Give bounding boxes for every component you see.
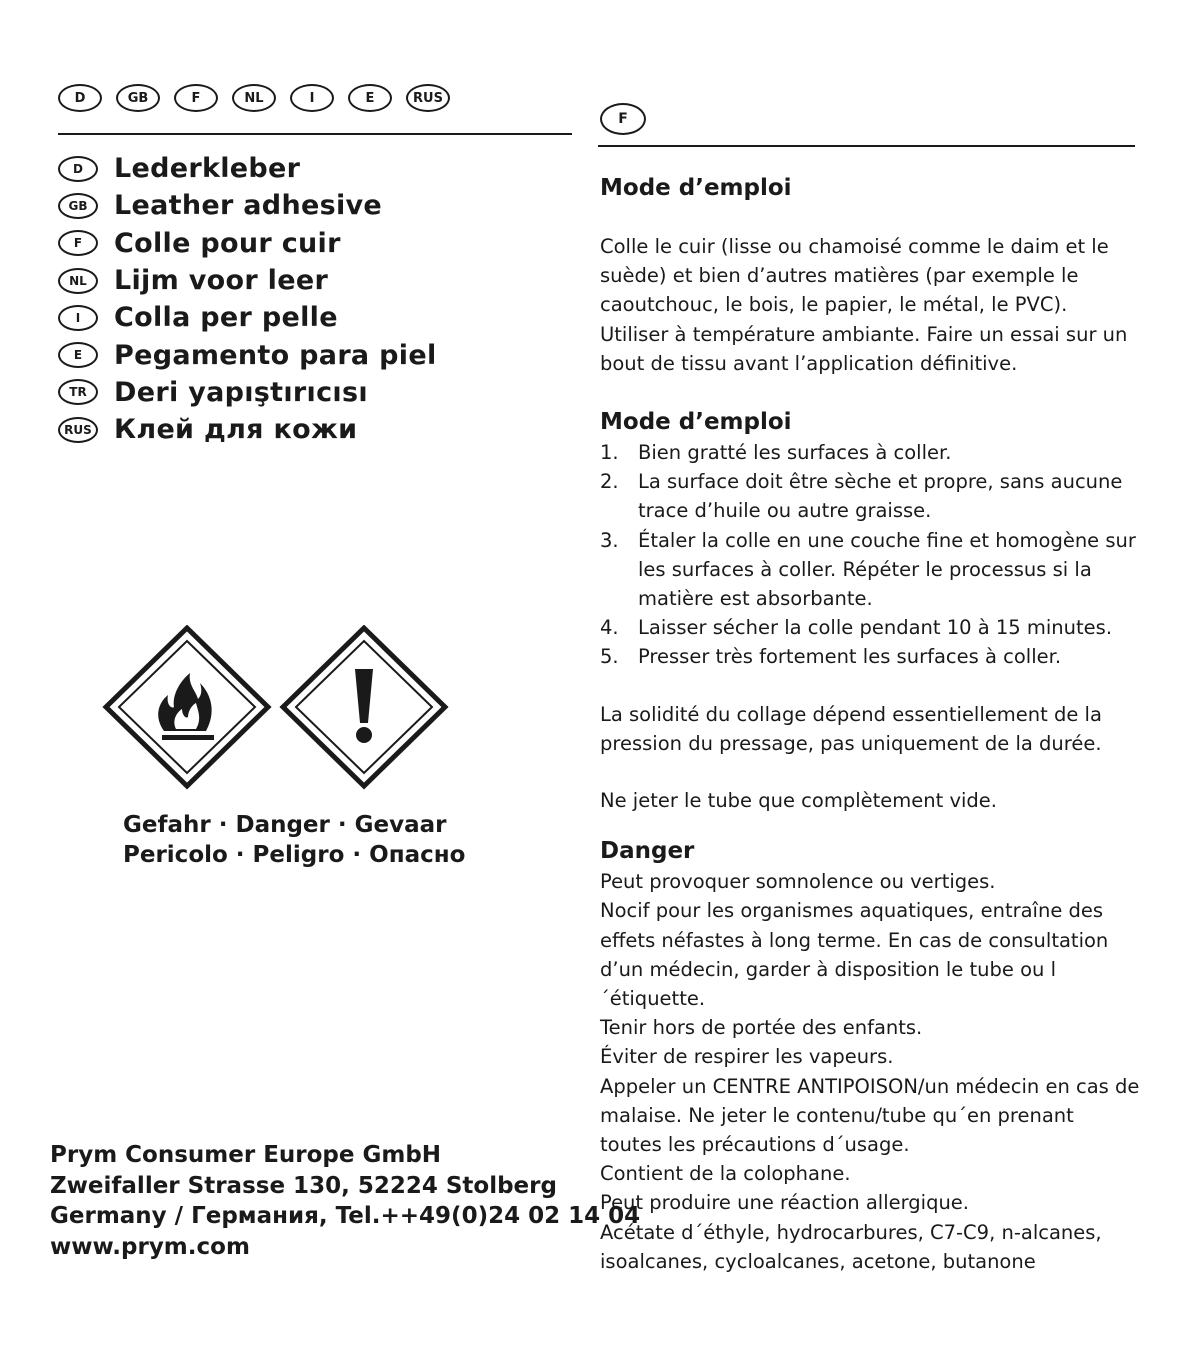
step-text: Laisser sécher la colle pendant 10 à 15 minutes. — [638, 616, 1113, 640]
title-lang-badge: F — [58, 230, 98, 256]
company-name: Prym Consumer Europe GmbH — [50, 1142, 442, 1168]
title-lang-badge: GB — [58, 193, 98, 219]
step-text: Presser très fortement les surfaces à coller. — [638, 645, 1062, 669]
language-code-row — [58, 84, 450, 112]
section-heading: Mode d’emploi — [600, 175, 792, 201]
step-item — [600, 613, 1140, 642]
right-divider — [598, 145, 1135, 147]
intro-paragraph: Colle le cuir (lisse ou chamoisé comme le daim et le suède) et bien d’autres matières (par exemple le caoutchouc, le bois, le papier, le métal, le PVC). Utiliser à température ambiante. Faire un essai sur un bout de tissu avant l’application définitive. — [600, 235, 1128, 375]
step-text: Étaler la colle en une couche fine et homogène sur les surfaces à coller. Répéter le processus si la matière est absorbante. — [638, 528, 1136, 611]
product-title-list — [58, 150, 437, 448]
danger-statement: Éviter de respirer les vapeurs. — [600, 1045, 894, 1069]
hazard-pictograms — [102, 625, 452, 790]
company-country-phone: Germany / Германия, Tel.++49(0)24 02 14 04 — [50, 1203, 641, 1229]
step-item — [600, 526, 1140, 614]
product-title: Pegamento para piel — [114, 339, 437, 371]
left-divider — [58, 133, 572, 135]
product-title-item — [58, 150, 437, 187]
signal-words-line: Pericolo · Peligro · Опасно — [123, 842, 466, 868]
title-lang-badge: E — [58, 342, 98, 368]
step-item — [600, 438, 1140, 467]
lang-code-badge: NL — [232, 84, 276, 112]
danger-statement: Contient de la colophane. — [600, 1162, 851, 1186]
lang-code-badge: GB — [116, 84, 160, 112]
solidity-note: La solidité du collage dépend essentiellement de la pression du pressage, pas uniquement de la durée. — [600, 702, 1102, 755]
product-title: Deri yapıştırıcısı — [114, 376, 368, 408]
step-item — [600, 642, 1140, 671]
section-heading: Mode d’emploi — [600, 409, 792, 436]
danger-statement: Appeler un CENTRE ANTIPOISON/un médecin en cas de malaise. Ne jeter le contenu/tube qu´en prenant toutes les précautions d´usage. — [600, 1074, 1140, 1157]
step-text: La surface doit être sèche et propre, sans aucune trace d’huile ou autre graisse. — [638, 470, 1123, 523]
product-title-item — [58, 225, 437, 262]
exclamation-icon — [283, 628, 445, 786]
disposal-note: Ne jeter le tube que complètement vide. — [600, 789, 997, 813]
product-title-item — [58, 262, 437, 299]
step-text: Bien gratté les surfaces à coller. — [638, 441, 952, 465]
danger-statement: Nocif pour les organismes aquatiques, entraîne des effets néfastes à long terme. En cas de consultation d’un médecin, garder à disposition le tube ou l´étiquette. — [600, 899, 1109, 1011]
lang-code-badge: RUS — [406, 84, 450, 112]
danger-statement: Peut produire une réaction allergique. — [600, 1191, 970, 1215]
lang-code-badge: I — [290, 84, 334, 112]
step-number: 2. — [600, 470, 619, 494]
lang-code-badge: D — [58, 84, 102, 112]
product-title: Lijm voor leer — [114, 265, 329, 297]
signal-words — [123, 810, 465, 870]
lang-code-badge: E — [348, 84, 392, 112]
product-title: Colla per pelle — [114, 302, 338, 334]
section-lang-badge: F — [600, 103, 646, 135]
instruction-steps — [600, 438, 1140, 672]
product-title: Клей для кожи — [114, 414, 358, 446]
product-title-item — [58, 187, 437, 224]
step-number: 4. — [600, 616, 619, 640]
company-info — [50, 1140, 640, 1262]
title-lang-badge: RUS — [58, 417, 98, 443]
product-title: Lederkleber — [114, 153, 301, 185]
product-title-item — [58, 374, 437, 411]
danger-statement: Tenir hors de portée des enfants. — [600, 1016, 923, 1040]
step-number: 5. — [600, 645, 619, 669]
lang-code-badge: F — [174, 84, 218, 112]
product-title-item — [58, 336, 437, 373]
title-lang-badge: NL — [58, 268, 98, 294]
instructions-column — [600, 172, 1140, 1276]
signal-words-line: Gefahr · Danger · Gevaar — [123, 812, 447, 838]
step-number: 1. — [600, 441, 619, 465]
product-title: Colle pour cuir — [114, 227, 341, 259]
danger-statement: Acétate d´éthyle, hydrocarbures, C7-C9, n-alcanes, isoalcanes, cycloalcanes, acetone, butanone — [600, 1220, 1102, 1273]
flame-icon — [106, 628, 268, 786]
product-title-item — [58, 299, 437, 336]
product-title: Leather adhesive — [114, 190, 383, 222]
title-lang-badge: D — [58, 156, 98, 182]
company-address: Zweifaller Strasse 130, 52224 Stolberg — [50, 1172, 557, 1199]
step-number: 3. — [600, 528, 619, 552]
product-title-item — [58, 411, 437, 448]
danger-heading: Danger — [600, 838, 695, 865]
title-lang-badge: I — [58, 305, 98, 331]
company-website: www.prym.com — [50, 1233, 250, 1260]
step-item — [600, 467, 1140, 525]
title-lang-badge: TR — [58, 379, 98, 405]
danger-statement: Peut provoquer somnolence ou vertiges. — [600, 870, 996, 894]
